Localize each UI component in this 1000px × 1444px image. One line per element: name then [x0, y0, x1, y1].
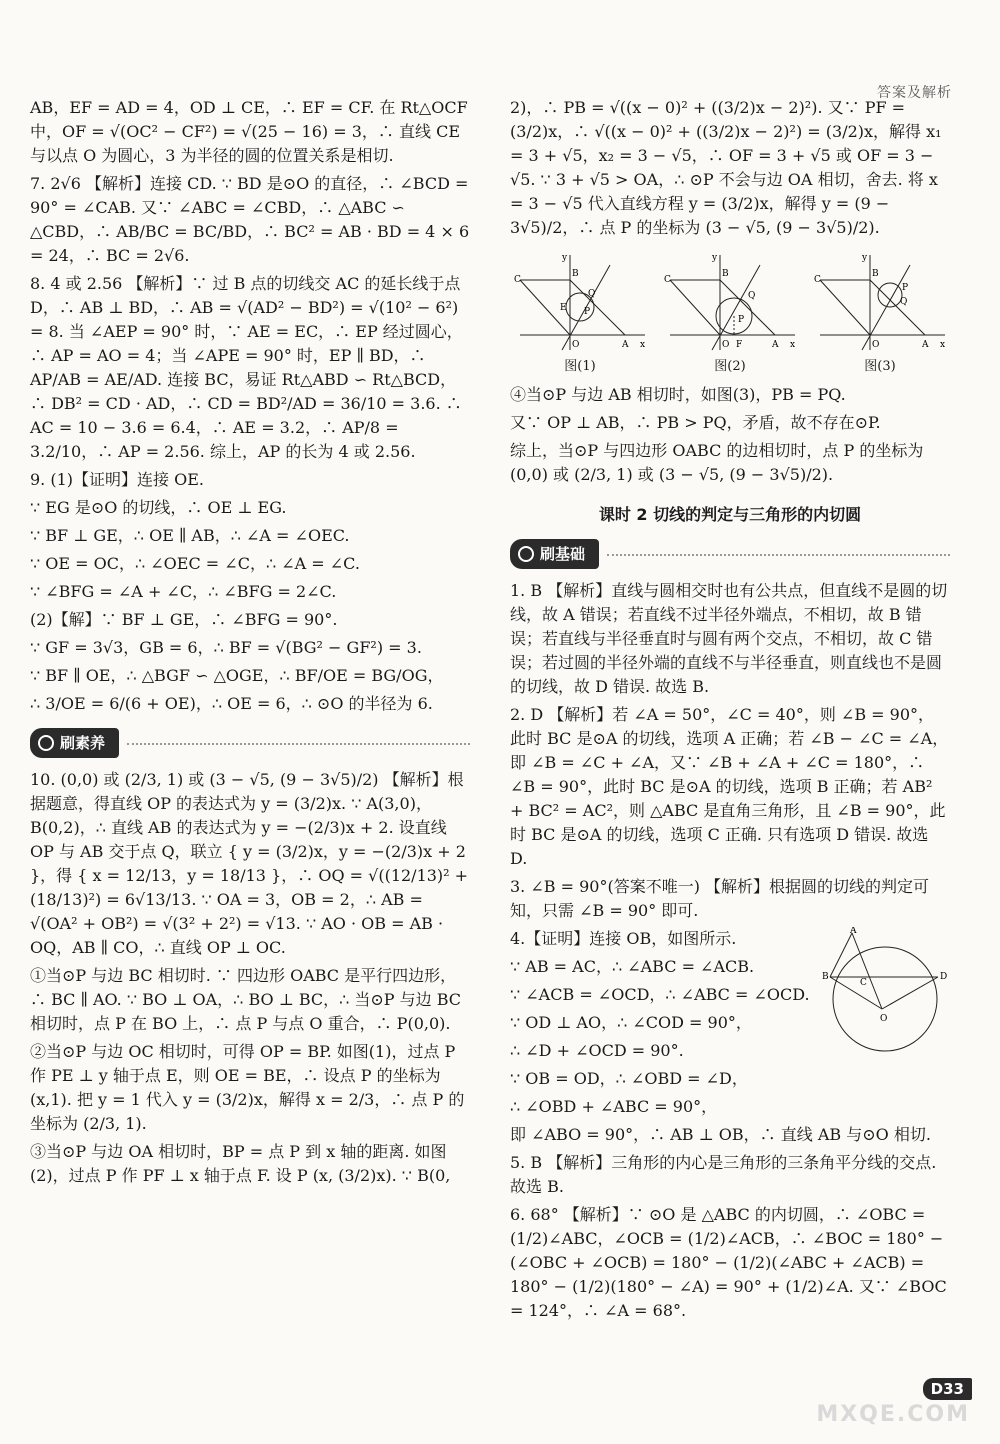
- banner-label: 刷基础: [540, 545, 586, 563]
- svg-text:x: x: [790, 340, 796, 350]
- left-column: [30, 96, 470, 1192]
- svg-text:B: B: [572, 269, 579, 279]
- answer-q10-case2: ②当⊙P 与边 OC 相切时，可得 OP = BP. 如图(1)，过点 P 作 PE ⊥ y 轴于点 E，则 OE = BE，∴ 设点 P 的坐标为 (x,1). 把 y = 1 代入 y = (3/2)x，解得 x = 2/3，∴ 点 P 的坐标为 (2/3, 1).: [30, 1042, 465, 1133]
- svg-text:O: O: [572, 340, 580, 350]
- q4-line3: ∵ ∠ACB = ∠OCD，∴ ∠ABC = ∠OCD.: [510, 985, 810, 1004]
- q4-line5: ∴ ∠D + ∠OCD = 90°.: [510, 1041, 684, 1060]
- figure-3-graphic: [810, 250, 950, 355]
- answer-q10-intro: 10. (0,0) 或 (2/3, 1) 或 (3 − √5, (9 − 3√5)/2) 【解析】根据题意，得直线 OP 的表达式为 y = (3/2)x. ∵ A(3,0)，B(0,2)，∴ 直线 AB 的表达式为 y = −(2/3)x + 2. 设直线 OP 与 AB 交于点 Q，联立 { y = (3/2)x，y = −(2/3)x + 2 }，得 { x = 12/13，y = 18/13 }，∴ OQ = √((12/13)² + (18/13)²) = 6√13/13. ∵ OA = 3，OB = 2，∴ AB = √(OA² + OB²) = √(3² + 2²) = √13. ∵ AO · OB = AB · OQ，AB ∥ CO，∴ 直线 OP ⊥ OC.: [30, 770, 469, 957]
- q4-line6: ∵ OB = OD，∴ ∠OBD = ∠D，: [510, 1069, 748, 1088]
- banner-label: 刷素养: [60, 734, 106, 752]
- answer-q9-line6: (2)【解】∵ BF ⊥ GE，∴ ∠BFG = 90°.: [30, 610, 338, 629]
- answer-q8: 8. 4 或 2.56 【解析】∵ 过 B 点的切线交 AC 的延长线于点 D，∴ AB ⊥ BD，∴ AB = √(AD² − BD²) = √(10² − 6²) = 8. 当 ∠AEP = 90° 时，∵ AE = EC，∴ EP 经过圆心，∴ AP = AO = 4；当 ∠APE = 90° 时，EP ∥ BD，∴ AP/AB = AE/AD. 连接 BC，易证 Rt△ABD ∽ Rt△BCD，∴ DB² = CD · AD，∴ CD = BD²/AD = 36/10 = 3.6. ∴ AC = 10 − 3.6 = 6.4，∴ AE = 3.2，∴ AP/8 = 3.2/10，∴ AP = 2.56. 综上，AP 的长为 4 或 2.56.: [30, 274, 463, 461]
- svg-text:P: P: [902, 283, 909, 293]
- figure-2: [660, 250, 800, 379]
- answer-q9-line1: 9. (1)【证明】连接 OE.: [30, 470, 204, 489]
- figure-3: [810, 250, 950, 379]
- banner-divider: [607, 553, 950, 556]
- svg-text:C: C: [514, 275, 521, 285]
- svg-text:P: P: [738, 315, 745, 325]
- figure-row: [510, 250, 950, 379]
- svg-text:A: A: [622, 340, 629, 350]
- answer-b-q5: 5. B 【解析】三角形的内心是三角形的三条角平分线的交点. 故选 B.: [510, 1153, 937, 1196]
- svg-text:C: C: [814, 275, 821, 285]
- banner-divider: [127, 742, 470, 745]
- answer-q10-case4: ④当⊙P 与边 AB 相切时，如图(3)，PB = PQ.: [510, 385, 846, 404]
- figure-1-caption: 图(1): [564, 359, 596, 374]
- page-number: D33: [923, 1378, 972, 1400]
- lesson-title: 课时 2 切线的判定与三角形的内切圆: [598, 505, 862, 524]
- answer-b-q4: [510, 927, 950, 1147]
- header-label: 答案及解析: [877, 85, 952, 101]
- svg-text:O: O: [880, 1014, 888, 1024]
- figure-3-caption: 图(3): [864, 359, 896, 374]
- answer-b-q2: 2. D 【解析】若 ∠A = 50°，∠C = 40°，则 ∠B = 90°，此时 BC 是⊙A 的切线，选项 A 正确；若 ∠B − ∠C = ∠A，即 ∠B = ∠C + ∠A，又∵ ∠B + ∠A + ∠C = 180°，∴ ∠B = 90°，此时 BC 是⊙A 的切线，选项 B 正确；若 AB² + BC² = AC²，则 △ABC 是直角三角形，且 ∠B = 90°，此时 BC 是⊙A 的切线，选项 C 正确. 只有选项 D 错误. 故选 D.: [510, 705, 949, 868]
- answer-q10-case3-cont: 2)，∴ PB = √((x − 0)² + ((3/2)x − 2)²). 又∵ PF = (3/2)x，∴ √((x − 0)² + ((3/2)x − 2)²) = (3/2)x，解得 x₁ = 3 + √5，x₂ = 3 − √5，∴ OF = 3 + √5 或 OF = 3 − √5. ∵ 3 + √5 > OA，∴ ⊙P 不会与边 OA 相切，舍去. 将 x = 3 − √5 代入直线方程 y = (3/2)x，解得 y = (9 − 3√5)/2，∴ 点 P 的坐标为 (3 − √5, (9 − 3√5)/2).: [510, 98, 942, 237]
- section-banner-suyang: [30, 728, 470, 758]
- svg-text:x: x: [940, 340, 946, 350]
- answer-q10-case4-reason: 又∵ OP ⊥ AB，∴ PB > PQ，矛盾，故不存在⊙P.: [510, 413, 881, 432]
- answer-q9-line9: ∴ 3/OE = 6/(6 + OE)，∴ OE = 6，∴ ⊙O 的半径为 6.: [30, 694, 433, 713]
- svg-text:C: C: [860, 978, 867, 988]
- answer-q10-case1: ①当⊙P 与边 BC 相切时. ∵ 四边形 OABC 是平行四边形，∴ BC ∥ AO. ∵ BO ⊥ OA，∴ BO ⊥ BC，∴ 当⊙P 与边 BC 相切时，点 P 在 BO 上，∴ 点 P 与点 O 重合，∴ P(0,0).: [30, 966, 462, 1033]
- answer-q7: 7. 2√6 【解析】连接 CD. ∵ BD 是⊙O 的直径，∴ ∠BCD = 90° = ∠CAB. 又∵ ∠ABC = ∠CBD，∴ △ABC ∽ △CBD，∴ AB/BC = BC/BD，∴ BC² = AB · BD = 4 × 6 = 24，∴ BC = 2√6.: [30, 174, 470, 265]
- answer-q9-line5: ∵ ∠BFG = ∠A + ∠C，∴ ∠BFG = 2∠C.: [30, 582, 337, 601]
- q4-line2: ∵ AB = AC，∴ ∠ABC = ∠ACB.: [510, 957, 755, 976]
- svg-text:F: F: [736, 340, 743, 350]
- svg-text:Q: Q: [588, 289, 596, 299]
- answer-q9-line3: ∵ BF ⊥ GE，∴ OE ∥ AB，∴ ∠A = ∠OEC.: [30, 526, 350, 545]
- figure-1: [510, 250, 650, 379]
- banner-tag: [30, 728, 119, 758]
- page-header: [0, 0, 1000, 101]
- svg-text:A: A: [772, 340, 779, 350]
- answer-q10-case3: ③当⊙P 与边 OA 相切时，BP = 点 P 到 x 轴的距离. 如图(2)，过点 P 作 PF ⊥ x 轴于点 F. 设 P (x, (3/2)x). ∵ B(0,: [30, 1142, 451, 1185]
- q4-line8: 即 ∠ABO = 90°，∴ AB ⊥ OB，∴ 直线 AB 与⊙O 相切.: [510, 1125, 931, 1144]
- svg-text:D: D: [940, 972, 948, 982]
- figure-2-graphic: [660, 250, 800, 355]
- answer-b-q3: 3. ∠B = 90°(答案不唯一) 【解析】根据圆的切线的判定可知，只需 ∠B = 90° 即可.: [510, 877, 930, 920]
- answer-q9-line8: ∵ BF ∥ OE，∴ △BGF ∽ △OGE，∴ BF/OE = BG/OG，: [30, 666, 444, 685]
- answer-b-q6: 6. 68° 【解析】∵ ⊙O 是 △ABC 的内切圆，∴ ∠OBC = (1/2)∠ABC，∠OCB = (1/2)∠ACB，∴ ∠BOC = 180° − (∠OBC + ∠OCB) = 180° − (1/2)(∠ABC + ∠ACB) = 180° − (1/2)(180° − ∠A) = 90° + (1/2)∠A. 又∵ ∠BOC = 124°，∴ ∠A = 68°.: [510, 1205, 947, 1320]
- svg-text:y: y: [862, 253, 868, 263]
- badge-icon: [518, 546, 534, 562]
- q4-line1: 4.【证明】连接 OB，如图所示.: [510, 929, 737, 948]
- answer-q9-line7: ∵ GF = 3√3，GB = 6，∴ BF = √(BG² − GF²) = 3.: [30, 638, 422, 657]
- svg-text:E: E: [560, 303, 567, 313]
- svg-text:y: y: [562, 253, 568, 263]
- section-banner-jichu: [510, 539, 950, 569]
- right-column: [510, 96, 950, 1327]
- svg-text:O: O: [722, 340, 730, 350]
- svg-text:y: y: [712, 253, 718, 263]
- answer-b-q1: 1. B 【解析】直线与圆相交时也有公共点，但直线不是圆的切线，故 A 错误；若直线不过半径外端点，不相切，故 B 错误；若直线与半径垂直时与圆有两个交点，不相切，故 C 错误；若过圆的半径外端的直线不与半径垂直，则直线也不是圆的切线，故 D 错误. 故选 B.: [510, 581, 948, 696]
- svg-text:B: B: [722, 269, 729, 279]
- svg-text:x: x: [640, 340, 646, 350]
- svg-text:Q: Q: [900, 297, 908, 307]
- svg-text:B: B: [872, 269, 879, 279]
- answer-q9-line2: ∵ EG 是⊙O 的切线，∴ OE ⊥ EG.: [30, 498, 287, 517]
- svg-text:B: B: [822, 972, 829, 982]
- answer-q10-summary: 综上，当⊙P 与四边形 OABC 的边相切时，点 P 的坐标为 (0,0) 或 (2/3, 1) 或 (3 − √5, (9 − 3√5)/2).: [510, 441, 924, 484]
- banner-tag: [510, 539, 599, 569]
- svg-text:C: C: [664, 275, 671, 285]
- svg-text:A: A: [922, 340, 929, 350]
- q6-continuation: AB，EF = AD = 4，OD ⊥ CE，∴ EF = CF. 在 Rt△OCF 中，OF = √(OC² − CF²) = √(25 − 16) = 3，∴ 直线 CE 与以点 O 为圆心，3 为半径的圆的位置关系是相切.: [30, 98, 468, 165]
- svg-text:A: A: [850, 927, 857, 936]
- svg-text:Q: Q: [748, 291, 756, 301]
- watermark: MXQE.COM: [816, 1402, 970, 1427]
- answer-q9-line4: ∵ OE = OC，∴ ∠OEC = ∠C，∴ ∠A = ∠C.: [30, 554, 360, 573]
- q4-circle-figure: [820, 927, 950, 1057]
- figure-1-graphic: [510, 250, 650, 355]
- figure-2-caption: 图(2): [714, 359, 746, 374]
- q4-line4: ∵ OD ⊥ AO，∴ ∠COD = 90°，: [510, 1013, 752, 1032]
- svg-text:O: O: [872, 340, 880, 350]
- q4-line7: ∴ ∠OBD + ∠ABC = 90°，: [510, 1097, 718, 1116]
- svg-text:P: P: [584, 307, 591, 317]
- badge-icon: [38, 735, 54, 751]
